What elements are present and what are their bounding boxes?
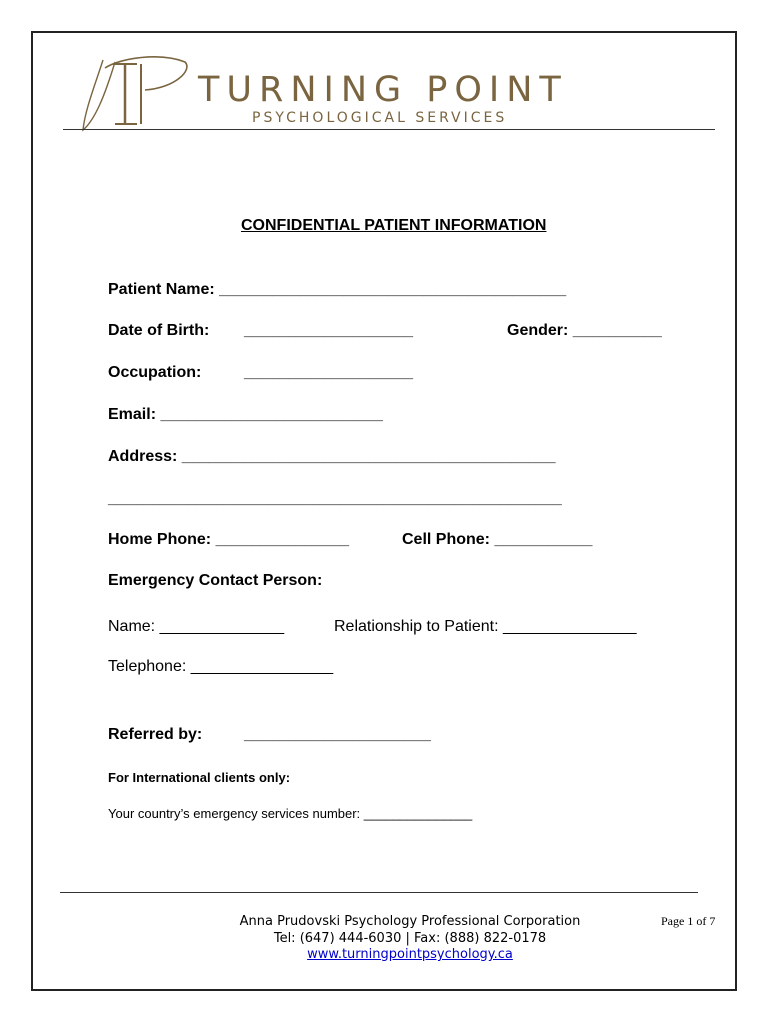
occupation-field[interactable]: ___________________ (244, 364, 414, 381)
footer-corporation: Anna Prudovski Psychology Professional Corporation (239, 914, 581, 929)
emergency-contact-heading: Emergency Contact Person: (108, 572, 323, 589)
gender-field[interactable]: Gender: __________ (507, 322, 662, 339)
emergency-services-number-field[interactable]: Your country’s emergency services number: _______________ (108, 806, 473, 821)
referred-by-field[interactable]: _____________________ (244, 726, 431, 743)
turning-point-logo-mark (75, 50, 190, 135)
referred-by-label: Referred by: (108, 726, 203, 743)
email-field[interactable]: Email: _________________________ (108, 406, 383, 423)
address-line-2-field[interactable]: ___________________________________________________ (108, 490, 562, 507)
address-field[interactable]: Address: __________________________________________ (108, 448, 556, 465)
date-of-birth-label: Date of Birth: (108, 322, 210, 339)
page-border (31, 31, 737, 991)
header-divider (63, 129, 715, 130)
date-of-birth-field[interactable]: ___________________ (244, 322, 414, 339)
patient-name-field[interactable]: Patient Name: _______________________________________ (108, 281, 567, 298)
page-number: Page 1 of 7 (661, 914, 716, 928)
cell-phone-field[interactable]: Cell Phone: ___________ (402, 531, 593, 548)
emergency-name-field[interactable]: Name: ______________ (108, 618, 285, 635)
footer-divider (60, 892, 698, 893)
footer-contact: Tel: (647) 444-6030 | Fax: (888) 822-0178 (273, 931, 547, 946)
document-title: CONFIDENTIAL PATIENT INFORMATION (241, 217, 547, 234)
website-link[interactable]: www.turningpointpsychology.ca (307, 947, 513, 962)
logo-title: TURNING POINT (198, 70, 568, 110)
logo-subtitle: PSYCHOLOGICAL SERVICES (252, 110, 508, 126)
occupation-label: Occupation: (108, 364, 202, 381)
emergency-telephone-field[interactable]: Telephone: ________________ (108, 658, 334, 675)
international-clients-heading: For International clients only: (108, 770, 291, 785)
home-phone-field[interactable]: Home Phone: _______________ (108, 531, 350, 548)
emergency-relationship-field[interactable]: Relationship to Patient: _______________ (334, 618, 637, 635)
